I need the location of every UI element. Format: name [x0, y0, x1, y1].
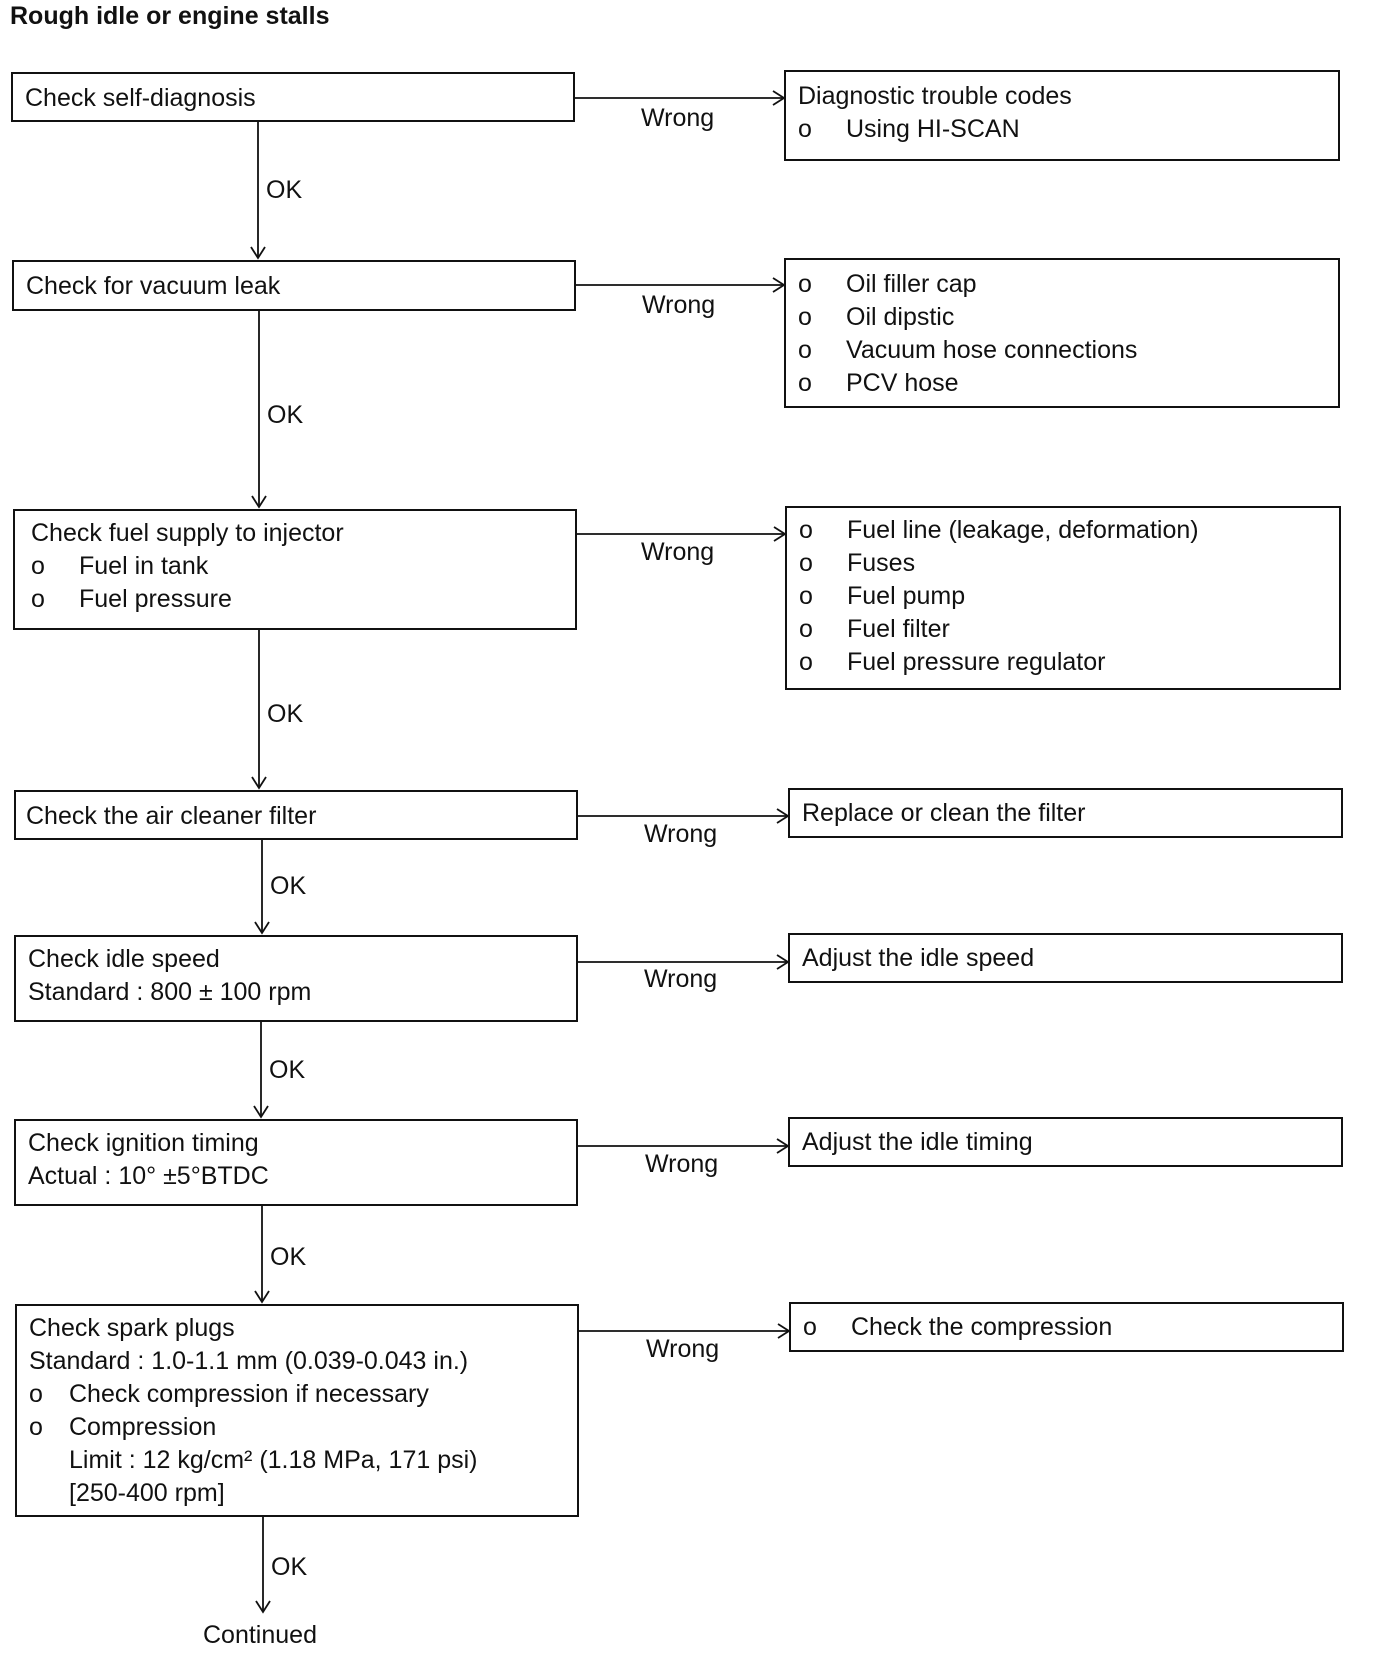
step-spec: Limit : 12 kg/cm² (1.18 MPa, 171 psi) — [69, 1446, 478, 1474]
list-item: o Fuel pressure — [31, 585, 232, 613]
list-item: o Using HI-SCAN — [798, 115, 1020, 143]
remedy-idle-speed — [788, 933, 1343, 983]
step-text: Check self-diagnosis — [25, 84, 256, 112]
remedy-compression — [789, 1302, 1344, 1352]
step-text: Check idle speed — [28, 945, 220, 973]
step-spec: Standard : 1.0-1.1 mm (0.039-0.043 in.) — [29, 1347, 469, 1375]
ok-label: OK — [269, 1056, 306, 1084]
remedy-trouble-codes — [784, 70, 1340, 161]
ok-label: OK — [266, 176, 303, 204]
ok-label: OK — [270, 1243, 307, 1271]
step-fuel-supply — [13, 509, 577, 630]
list-item: o Oil dipstic — [798, 303, 955, 331]
step-ignition-timing — [14, 1119, 578, 1206]
step-text: Check the air cleaner filter — [26, 802, 317, 830]
list-item: o PCV hose — [798, 369, 959, 397]
list-item: o Fuel pressure regulator — [799, 648, 1106, 676]
step-spec: Actual : 10° ±5°BTDC — [28, 1162, 269, 1190]
ok-label: OK — [267, 700, 304, 728]
remedy-filter — [788, 788, 1343, 838]
wrong-label: Wrong — [641, 104, 715, 132]
wrong-label: Wrong — [644, 820, 718, 848]
step-vacuum-leak — [12, 260, 576, 311]
remedy-text: Adjust the idle speed — [802, 944, 1035, 972]
step-spec: [250-400 rpm] — [69, 1479, 225, 1507]
step-text: Check ignition timing — [28, 1129, 259, 1157]
remedy-text: Replace or clean the filter — [802, 799, 1086, 827]
remedy-text: Diagnostic trouble codes — [798, 82, 1072, 110]
wrong-label: Wrong — [641, 538, 715, 566]
list-item: o Fuel line (leakage, deformation) — [799, 516, 1199, 544]
list-item: o Fuel in tank — [31, 552, 209, 580]
list-item: o Fuel pump — [799, 582, 966, 610]
ok-label: OK — [270, 872, 307, 900]
step-text: Check spark plugs — [29, 1314, 235, 1342]
list-item: o Compression — [29, 1413, 217, 1441]
wrong-label: Wrong — [646, 1335, 720, 1363]
continued-label: Continued — [203, 1621, 317, 1649]
wrong-label: Wrong — [645, 1150, 719, 1178]
list-item: o Check compression if necessary — [29, 1380, 429, 1408]
list-item: o Fuel filter — [799, 615, 950, 643]
remedy-vacuum — [784, 258, 1340, 408]
ok-label: OK — [271, 1553, 308, 1581]
remedy-idle-timing — [788, 1117, 1343, 1167]
list-item: o Check the compression — [803, 1313, 1113, 1341]
step-text: Check for vacuum leak — [26, 272, 281, 300]
remedy-fuel — [785, 506, 1341, 690]
step-text: Check fuel supply to injector — [31, 519, 344, 547]
list-item: o Oil filler cap — [798, 270, 977, 298]
step-idle-speed — [14, 935, 578, 1022]
step-self-diagnosis — [11, 72, 575, 122]
list-item: o Fuses — [799, 549, 916, 577]
remedy-text: Adjust the idle timing — [802, 1128, 1033, 1156]
ok-label: OK — [267, 401, 304, 429]
step-air-cleaner — [14, 790, 578, 840]
wrong-label: Wrong — [644, 965, 718, 993]
step-spark-plugs — [15, 1304, 579, 1517]
list-item: o Vacuum hose connections — [798, 336, 1138, 364]
wrong-label: Wrong — [642, 291, 716, 319]
page-title: Rough idle or engine stalls — [10, 2, 330, 30]
step-spec: Standard : 800 ± 100 rpm — [28, 978, 312, 1006]
